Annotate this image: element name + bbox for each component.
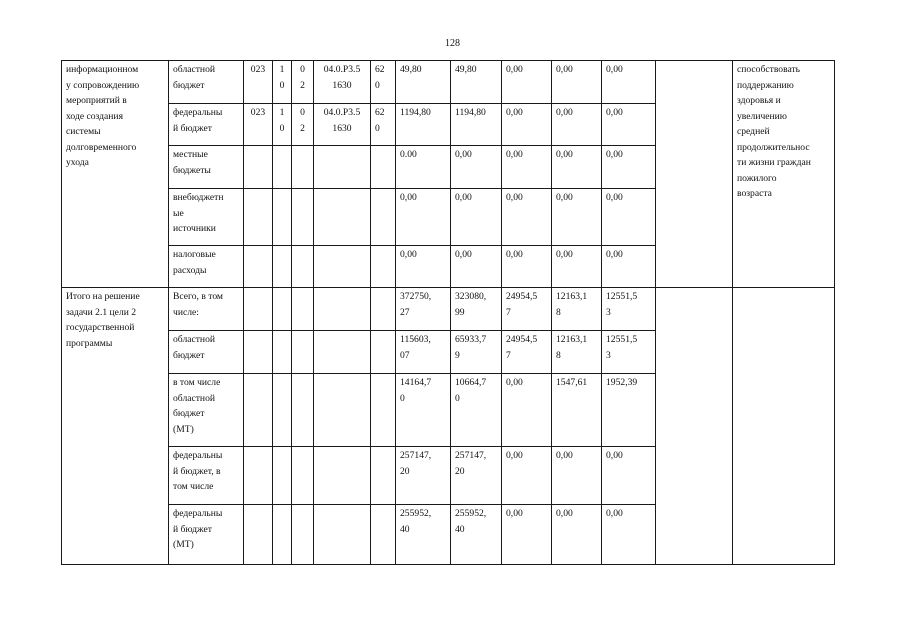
year1-cell: 1194,80 [451,104,502,146]
section-cell: 1 0 [273,104,292,146]
expense-type-cell [371,374,396,447]
total-cell: 115603, 07 [396,331,451,374]
funding-source-cell: федеральны й бюджет (МТ) [169,505,244,565]
empty-cell [656,61,733,288]
expense-type-cell [371,447,396,505]
total-cell: 1194,80 [396,104,451,146]
year1-cell: 255952, 40 [451,505,502,565]
year2-cell: 0,00 [502,104,552,146]
grbs-cell [244,505,273,565]
year3-cell: 12163,1 8 [552,288,602,331]
target-article-cell [314,331,371,374]
year2-cell: 0,00 [502,61,552,104]
target-article-cell: 04.0.Р3.5 1630 [314,61,371,104]
total-cell: 0,00 [396,189,451,246]
year2-cell: 24954,5 7 [502,288,552,331]
year1-cell: 0,00 [451,246,502,288]
year4-cell: 0,00 [602,447,656,505]
year1-cell: 323080, 99 [451,288,502,331]
year4-cell: 0,00 [602,146,656,189]
year4-cell: 0,00 [602,189,656,246]
year1-cell: 0,00 [451,146,502,189]
funding-source-cell: федеральны й бюджет, в том числе [169,447,244,505]
grbs-cell [244,331,273,374]
grbs-cell: 023 [244,61,273,104]
expense-type-cell: 62 0 [371,61,396,104]
expense-type-cell [371,189,396,246]
funding-source-cell: федеральны й бюджет [169,104,244,146]
target-article-cell [314,374,371,447]
total-cell: 0,00 [396,246,451,288]
task-total-description-cell: Итого на решение задачи 2.1 цели 2 государственной программы [62,288,169,565]
year1-cell: 49,80 [451,61,502,104]
year1-cell: 65933,7 9 [451,331,502,374]
section-cell [273,146,292,189]
funding-source-cell: внебюджетн ые источники [169,189,244,246]
subsection-cell [292,288,314,331]
subsection-cell [292,505,314,565]
year4-cell: 0,00 [602,61,656,104]
subsection-cell [292,246,314,288]
year2-cell: 0,00 [502,246,552,288]
target-article-cell [314,447,371,505]
total-cell: 372750, 27 [396,288,451,331]
target-article-cell [314,189,371,246]
section-cell [273,447,292,505]
year1-cell: 257147, 20 [451,447,502,505]
year2-cell: 0,00 [502,146,552,189]
year3-cell: 12163,1 8 [552,331,602,374]
grbs-cell [244,189,273,246]
subsection-cell: 0 2 [292,61,314,104]
section-cell [273,189,292,246]
funding-source-cell: местные бюджеты [169,146,244,189]
grbs-cell: 023 [244,104,273,146]
grbs-cell [244,288,273,331]
budget-table [61,60,835,565]
target-article-cell [314,288,371,331]
table-row [62,61,835,104]
funding-source-cell: областной бюджет [169,331,244,374]
total-cell: 14164,7 0 [396,374,451,447]
year4-cell: 1952,39 [602,374,656,447]
funding-source-cell: Всего, в том числе: [169,288,244,331]
funding-source-cell: областной бюджет [169,61,244,104]
year3-cell: 0,00 [552,505,602,565]
section-cell [273,331,292,374]
year3-cell: 0,00 [552,146,602,189]
year4-cell: 0,00 [602,246,656,288]
table-row [62,288,835,331]
year4-cell: 12551,5 3 [602,288,656,331]
total-cell: 257147, 20 [396,447,451,505]
section-cell: 1 0 [273,61,292,104]
target-article-cell [314,146,371,189]
expense-type-cell [371,246,396,288]
year3-cell: 0,00 [552,104,602,146]
year3-cell: 0,00 [552,189,602,246]
target-article-cell [314,505,371,565]
page-number: 128 [445,38,460,49]
funding-source-cell: налоговые расходы [169,246,244,288]
year3-cell: 0,00 [552,246,602,288]
year2-cell: 0,00 [502,505,552,565]
year3-cell: 0,00 [552,61,602,104]
target-article-cell: 04.0.Р3.5 1630 [314,104,371,146]
year3-cell: 0,00 [552,447,602,505]
year4-cell: 12551,5 3 [602,331,656,374]
section-cell [273,246,292,288]
grbs-cell [244,146,273,189]
year2-cell: 0,00 [502,447,552,505]
section-cell [273,288,292,331]
empty-cell [733,288,835,565]
year1-cell: 10664,7 0 [451,374,502,447]
expense-type-cell [371,288,396,331]
subsection-cell [292,447,314,505]
subsection-cell [292,189,314,246]
empty-cell [656,288,733,565]
expense-type-cell [371,146,396,189]
year2-cell: 24954,5 7 [502,331,552,374]
expected-result-cell: способствовать поддержанию здоровья и увеличению средней продолжительнос ти жизни граждан пожилого возраста [733,61,835,288]
section-cell [273,505,292,565]
subsection-cell [292,331,314,374]
year4-cell: 0,00 [602,104,656,146]
grbs-cell [244,246,273,288]
section-cell [273,374,292,447]
subsection-cell [292,374,314,447]
year2-cell: 0,00 [502,189,552,246]
expense-type-cell: 62 0 [371,104,396,146]
target-article-cell [314,246,371,288]
expense-type-cell [371,505,396,565]
year4-cell: 0,00 [602,505,656,565]
total-cell: 49,80 [396,61,451,104]
expense-type-cell [371,331,396,374]
subsection-cell [292,146,314,189]
funding-source-cell: в том числе областной бюджет (МТ) [169,374,244,447]
total-cell: 0.00 [396,146,451,189]
subsection-cell: 0 2 [292,104,314,146]
year3-cell: 1547,61 [552,374,602,447]
grbs-cell [244,447,273,505]
grbs-cell [244,374,273,447]
year2-cell: 0,00 [502,374,552,447]
measure-description-cell: информационном у сопровождению мероприятий в ходе создания системы долговременного ухода [62,61,169,288]
total-cell: 255952, 40 [396,505,451,565]
year1-cell: 0,00 [451,189,502,246]
